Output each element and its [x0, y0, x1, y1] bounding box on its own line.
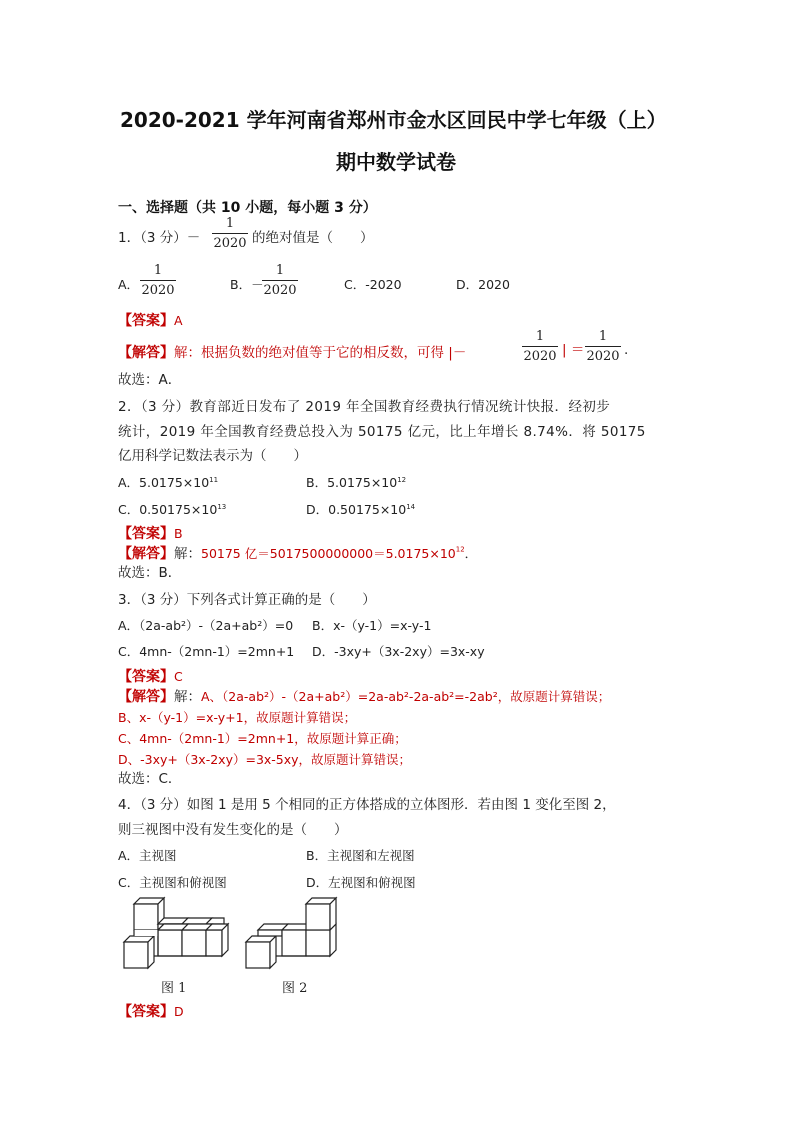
q2-option-a: A．$5.0175\times 10^{11}$: [118, 475, 219, 490]
fraction-denominator: 2020: [586, 349, 620, 364]
q4-option-b: B．主视图和左视图: [306, 848, 415, 863]
fraction-numerator: 1: [153, 263, 163, 278]
q3-choose: 故选：C．: [118, 771, 182, 787]
fraction-denominator: 2020: [141, 283, 175, 298]
q1-fraction: [212, 215, 248, 252]
q3-option-b: B．x-（y-1）=x-y-1: [312, 618, 432, 633]
fraction-numerator: 1: [275, 263, 285, 278]
q1-solution-end: .: [624, 342, 629, 358]
q3-stem: 3．（3 分）下列各式计算正确的是（ ）: [118, 592, 376, 608]
q1-minus: －: [186, 230, 201, 246]
cube-front-face: [134, 904, 158, 930]
q2-stem-line2: 统计，2019 年全国教育经费总投入为 50175 亿元，比上年增长 8.74%．将 50175: [118, 424, 646, 440]
q1-option-c: C．-2020: [344, 277, 402, 292]
figure-1-cubes: [118, 896, 238, 976]
q3-solution-line4: D、-3xy+（3x-2xy）=3x-5xy，故原题计算错误；: [118, 752, 412, 767]
fraction-bar: [262, 280, 298, 281]
q1-stem: 的绝对值是（ ）: [252, 230, 374, 246]
q4-option-a: A．主视图: [118, 848, 177, 863]
q3-answer-tag: 【答案】: [118, 669, 174, 685]
q2-solution-tag: 【解答】: [118, 546, 174, 562]
fraction-numerator: 1: [598, 329, 608, 344]
q2-option-b: B．$5.0175\times 10^{12}$: [306, 475, 407, 490]
q4-answer-tag: 【答案】: [118, 1004, 174, 1020]
q1-answer: A: [174, 313, 183, 328]
q3-solution-line3: C、4mn-（2mn-1）=2mn+1，故原题计算正确；: [118, 731, 407, 746]
q4-option-c: C．主视图和俯视图: [118, 875, 227, 890]
fraction-numerator: 1: [225, 216, 235, 231]
q1-solution-tag: 【解答】: [118, 345, 174, 361]
q1-option-d: D．2020: [456, 277, 510, 292]
fraction-bar: [140, 280, 176, 281]
q1-option-b-fraction: [262, 262, 298, 299]
page-title-line2: 期中数学试卷: [336, 150, 456, 174]
q1-answer-tag: 【答案】: [118, 313, 174, 329]
q2-stem-line1: 2．（3 分）教育部近日发布了 2019 年全国教育经费执行情况统计快报．经初步: [118, 399, 611, 415]
q1-option-b-label: B．－: [230, 277, 264, 292]
q3-solution-line2: B、x-（y-1）=x-y+1，故原题计算错误；: [118, 710, 357, 725]
q1-option-a-label: A．: [118, 277, 140, 292]
q3-answer: C: [174, 669, 183, 684]
q1-solution-equals: | ＝: [562, 342, 585, 358]
q2-solution-exp: 12: [455, 545, 465, 554]
q2-option-c: C．$0.50175\times 10^{13}$: [118, 502, 227, 517]
q3-solution-prefix: 解：: [174, 689, 201, 705]
q2-answer-tag: 【答案】: [118, 526, 174, 542]
q1-choose: 故选：A．: [118, 372, 182, 388]
q4-stem-line1: 4．（3 分）如图 1 是用 5 个相同的正方体搭成的立体图形．若由图 1 变化至图 2，: [118, 797, 616, 813]
q1-solution-fraction-2: [585, 328, 621, 365]
q3-option-d: D．-3xy+（3x-2xy）=3x-xy: [312, 644, 485, 659]
fraction-bar: [212, 233, 248, 234]
q2-solution-prefix: 解：: [174, 546, 201, 562]
q2-choose: 故选：B．: [118, 565, 182, 581]
section-heading: 一、选择题（共 10 小题，每小题 3 分）: [118, 200, 377, 216]
fraction-numerator: 1: [535, 329, 545, 344]
q2-answer: B: [174, 526, 183, 541]
q1-number: 1．: [118, 230, 141, 246]
q2-stem-line3: 亿用科学记数法表示为（ ）: [118, 448, 307, 464]
q2-solution-end: ．: [464, 546, 478, 561]
q4-answer: D: [174, 1004, 184, 1019]
q1-solution-text: 解：根据负数的绝对值等于它的相反数，可得 |－: [174, 345, 467, 361]
fraction-denominator: 2020: [213, 236, 247, 251]
fraction-bar: [585, 346, 621, 347]
fraction-bar: [522, 346, 558, 347]
figure-2-cubes: [244, 896, 354, 976]
q2-solution-text: 50175 亿＝5017500000000＝5.0175×10: [201, 546, 456, 561]
q3-option-a: A．（2a-ab²）-（2a+ab²）=0: [118, 618, 294, 633]
q3-solution-tag: 【解答】: [118, 689, 174, 705]
q1-option-a-fraction: [140, 262, 176, 299]
figure-2-caption: 图 2: [282, 981, 308, 996]
q1-score: （3 分）: [140, 230, 187, 246]
q1-solution-fraction-1: [522, 328, 558, 365]
q2-option-d: D．$0.50175\times 10^{14}$: [306, 502, 416, 517]
figure-1-caption: 图 1: [161, 981, 187, 996]
page-title-line1: 2020-2021 学年河南省郑州市金水区回民中学七年级（上）: [120, 108, 667, 132]
fraction-denominator: 2020: [523, 349, 557, 364]
q3-option-c: C．4mn-（2mn-1）=2mn+1: [118, 644, 295, 659]
q4-stem-line2: 则三视图中没有发生变化的是（ ）: [118, 822, 348, 838]
fraction-denominator: 2020: [263, 283, 297, 298]
q3-solution-line1: A、（2a-ab²）-（2a+ab²）=2a-ab²-2a-ab²=-2ab²，故原题计算错误；: [201, 689, 611, 704]
q4-option-d: D．左视图和俯视图: [306, 875, 416, 890]
